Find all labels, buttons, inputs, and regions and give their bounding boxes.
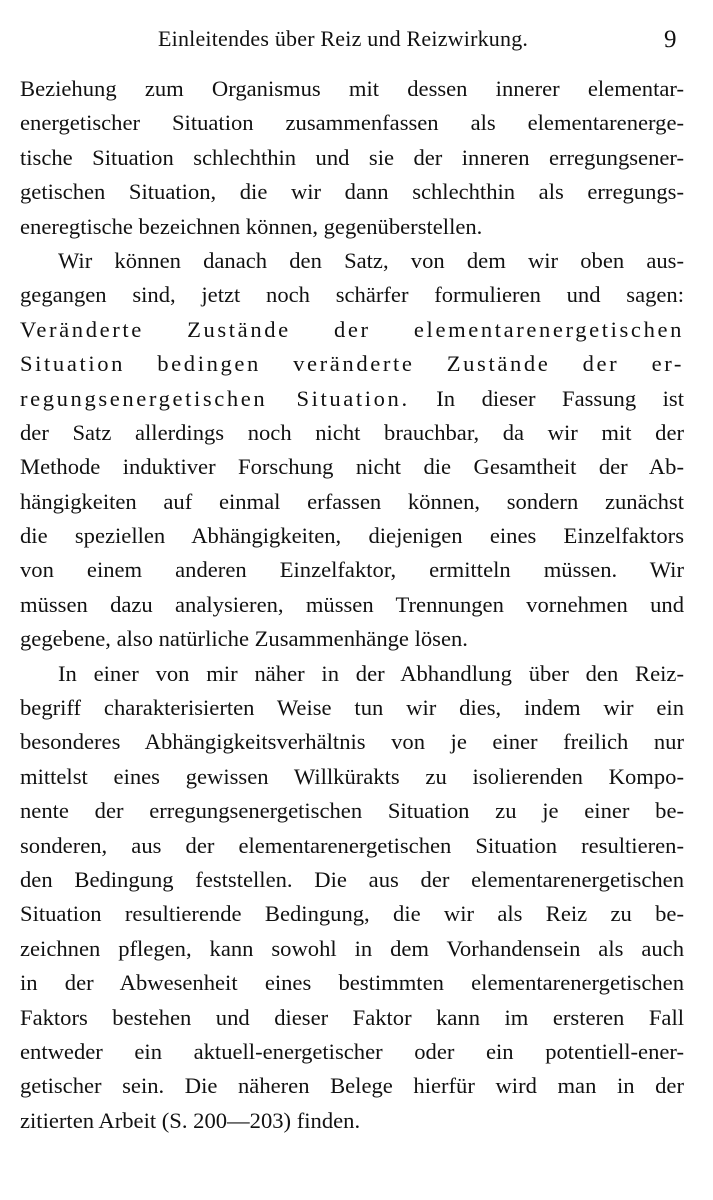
text-line: nente der erregungsenergetischen Situation zu je einer be- [20, 798, 684, 824]
page-header [0, 26, 713, 60]
running-title: Einleitendes über Reiz und Reizwirkung. [158, 26, 529, 51]
text-line: getischer sein. Die näheren Belege hierfür wird man in der [20, 1073, 684, 1099]
text-line: entweder ein aktuell-energetischer oder ein potentiell-ener- [20, 1038, 684, 1064]
text-line: In einer von mir näher in der Abhandlung über den Reiz- [58, 660, 684, 686]
text-line: zitierten Arbeit (S. 200—203) finden. [20, 1107, 361, 1133]
text-line: energetischer Situation zusammenfassen als elementarenerge- [20, 110, 684, 136]
text-line: Situation resultierende Bedingung, die wir als Reiz zu be- [20, 901, 684, 927]
mixed-text-line: regungsenergetischen Situation. In dieser Fassung ist [20, 385, 684, 411]
text-line: sonderen, aus der elementarenergetischen Situation resultieren- [20, 832, 684, 858]
text-line: getischen Situation, die wir dann schlechthin als erregungs- [20, 179, 684, 205]
page-number: 9 [664, 26, 677, 53]
text-line: tische Situation schlechthin und sie der inneren erregungsener- [20, 144, 684, 170]
spaced-text-line: Veränderte Zustände der elementarenergetischen [20, 316, 684, 342]
text-line: mittelst eines gewissen Willkürakts zu isolierenden Kompo- [20, 763, 684, 789]
text-line: die speziellen Abhängigkeiten, diejenigen eines Einzelfaktors [20, 523, 684, 549]
text-line: von einem anderen Einzelfaktor, ermitteln müssen. Wir [20, 557, 684, 583]
text-line: müssen dazu analysieren, müssen Trennungen vornehmen und [20, 591, 684, 617]
spaced-text-line: Situation bedingen veränderte Zustände der er- [20, 351, 684, 377]
text-line: besonderes Abhängigkeitsverhältnis von je einer freilich nur [20, 729, 684, 755]
text-line: den Bedingung feststellen. Die aus der elementarenergetischen [20, 866, 684, 892]
text-line: zeichnen pflegen, kann sowohl in dem Vorhandensein als auch [20, 935, 684, 961]
text-line: hängigkeiten auf einmal erfassen können, sondern zunächst [20, 488, 684, 514]
text-line: in der Abwesenheit eines bestimmten elementarenergetischen [20, 970, 684, 996]
text-line: gegangen sind, jetzt noch schärfer formulieren und sagen: [20, 282, 684, 308]
text-line: Methode induktiver Forschung nicht die Gesamtheit der Ab- [20, 454, 684, 480]
text-line: begriff charakterisierten Weise tun wir dies, indem wir ein [20, 695, 684, 721]
text-line: eneregtische bezeichnen können, gegenüberstellen. [20, 213, 483, 239]
text-line: der Satz allerdings noch nicht brauchbar, da wir mit der [20, 419, 684, 445]
text-line: Beziehung zum Organismus mit dessen innerer elementar- [20, 76, 684, 101]
body-text [20, 72, 684, 1138]
text-line: gegebene, also natürliche Zusammenhänge lösen. [20, 626, 468, 652]
spaced-phrase: regungsenergetischen Situation. [20, 385, 410, 411]
text-line: Faktors bestehen und dieser Faktor kann im ersteren Fall [20, 1004, 684, 1030]
text-line: Wir können danach den Satz, von dem wir oben aus- [58, 247, 684, 273]
